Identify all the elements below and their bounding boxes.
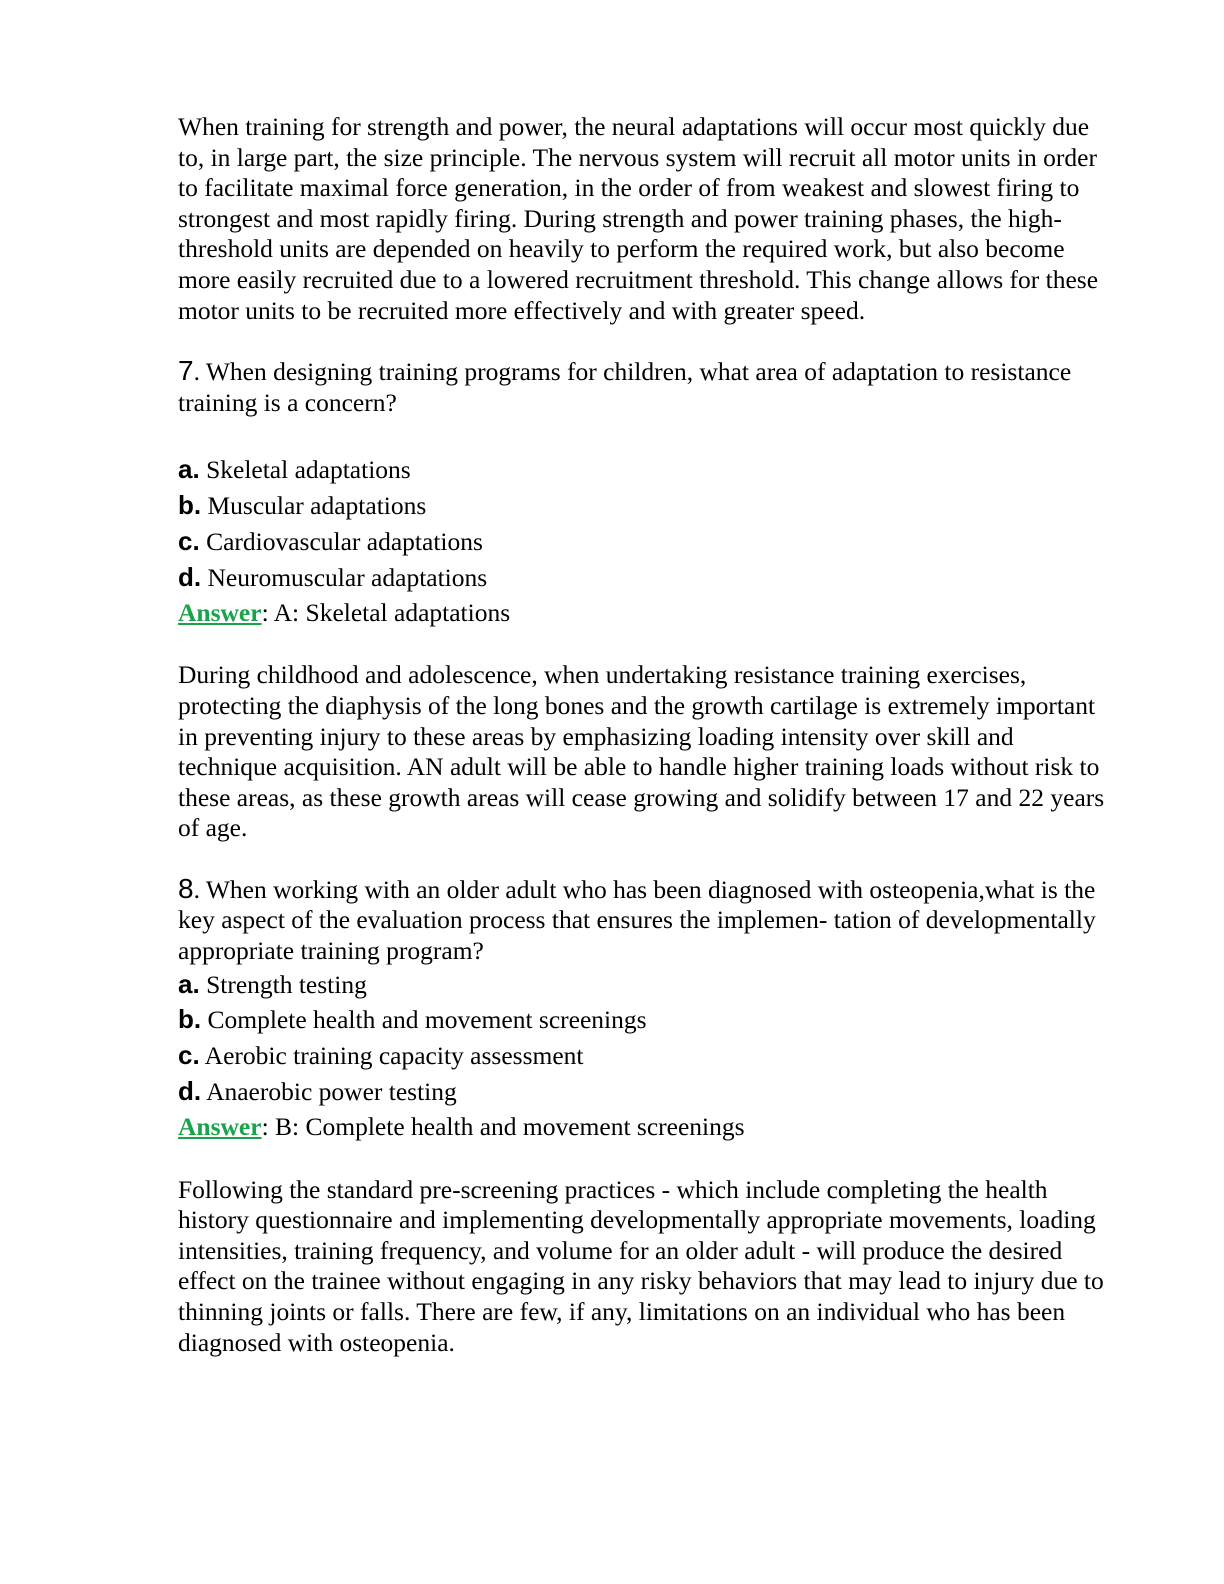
option-text: Neuromuscular adaptations — [201, 562, 488, 592]
document-page — [178, 112, 1118, 1388]
option-letter: d. — [178, 561, 202, 592]
option-letter: c. — [178, 1040, 200, 1071]
option-letter: a. — [178, 454, 200, 485]
option-letter: d. — [178, 1076, 202, 1107]
question-8-number: 8 — [178, 872, 194, 904]
option-text: Aerobic training capacity assessment — [199, 1041, 584, 1071]
question-7-number: 7 — [178, 355, 194, 387]
question-7-option-d — [178, 560, 1118, 596]
question-8-prompt: . When working with an older adult who has been diagnosed with osteopenia,what is the key aspect of the evaluation process that ensures the implemen- tation of developmentally appropriate training program? — [178, 874, 1096, 966]
answer-label: Answer — [178, 1111, 262, 1141]
question-7-text — [178, 356, 1118, 418]
question-7-answer — [178, 596, 1118, 631]
option-letter: c. — [178, 525, 200, 556]
option-text: Anaerobic power testing — [201, 1077, 457, 1107]
question-7-option-c — [178, 524, 1118, 560]
question-8-text — [178, 874, 1118, 967]
question-8-options — [178, 967, 1118, 1145]
option-text: Complete health and movement screenings — [201, 1005, 647, 1035]
question-8-option-b — [178, 1002, 1118, 1038]
option-letter: b. — [178, 490, 202, 521]
question-8-explanation: Following the standard pre-screening practices - which include completing the health history questionnaire and implementing developmentally appropriate movements, loading intensities, training frequency, and volume for an older adult - will produce the desired effect on the trainee without engaging in any risky behaviors that may lead to injury due to thinning joints or falls. There are few, if any, limitations on an individual who has been diagnosed with osteopenia. — [178, 1174, 1104, 1357]
question-7 — [178, 356, 1118, 630]
question-8-option-c — [178, 1038, 1118, 1074]
question-7-option-b — [178, 488, 1118, 524]
question-7-options — [178, 452, 1118, 630]
question-8 — [178, 874, 1118, 1145]
option-letter: b. — [178, 1004, 202, 1035]
option-text: Skeletal adaptations — [199, 455, 411, 485]
question-8-option-a — [178, 967, 1118, 1003]
question-7-explanation: During childhood and adolescence, when undertaking resistance training exercises, protecting the diaphysis of the long bones and the growth cartilage is extremely important in preventing injury to these areas by emphasizing loading intensity over skill and technique acquisition. AN adult will be able to handle higher training loads without risk to these areas, as these growth areas will cease growing and solidify between 17 and 22 years of age. — [178, 660, 1105, 843]
option-text: Strength testing — [199, 969, 367, 999]
question-8-answer — [178, 1110, 1118, 1145]
question-7-prompt: . When designing training programs for children, what area of adaptation to resistance training is a concern? — [178, 357, 1072, 417]
answer-text: : B: Complete health and movement screenings — [261, 1111, 745, 1141]
answer-text: : A: Skeletal adaptations — [261, 597, 511, 627]
question-8-option-d — [178, 1074, 1118, 1110]
option-text: Muscular adaptations — [201, 491, 427, 521]
option-text: Cardiovascular adaptations — [199, 526, 483, 556]
option-letter: a. — [178, 968, 200, 999]
answer-label: Answer — [178, 597, 262, 627]
intro-paragraph: When training for strength and power, the neural adaptations will occur most quickly due to, in large part, the size principle. The nervous system will recruit all motor units in order to facilitate maximal force generation, in the order of from weakest and slowest firing to strongest and most rapidly firing. During strength and power training phases, the high-threshold units are depended on heavily to perform the required work, but also become more easily recruited due to a lowered recruitment threshold. This change allows for these motor units to be recruited more effectively and with greater speed. — [178, 112, 1099, 325]
question-7-option-a — [178, 452, 1118, 488]
